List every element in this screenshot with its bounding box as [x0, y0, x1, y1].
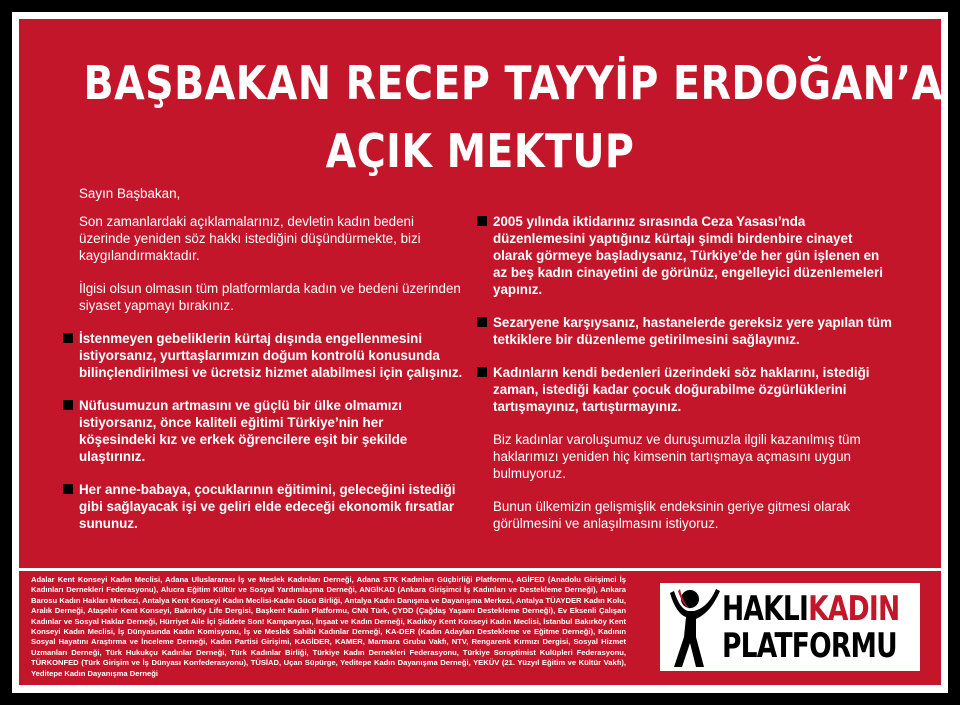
- bullet-text: İstenmeyen gebeliklerin kürtaj dışında engellenmesini istiyorsanız, yurttaşlarımızın doğum kontrolü konusunda bilinçlendirilmesi ve ücretsiz hizmet alabilmesi için çalışınız.: [79, 331, 463, 380]
- logo-word-platformu: PLATFORMU: [722, 626, 897, 666]
- left-column: [79, 185, 463, 548]
- bullet-square-icon: [477, 317, 487, 327]
- bullet-item-4: [493, 213, 893, 298]
- footer: [19, 571, 941, 685]
- woman-figure-icon: [664, 585, 726, 671]
- bullet-text: Kadınların kendi bedenleri üzerindeki söz haklarını, istediği zaman, istediği kadar çocuk doğurabilme özgürlüklerini tartışmayınız, tartıştırmayınız.: [493, 365, 870, 414]
- headline-line-2: AÇIK MEKTUP: [325, 124, 635, 178]
- bullet-square-icon: [477, 367, 487, 377]
- paragraph-3: Biz kadınlar varoluşumuz ve duruşumuzla ilgili kazanılmış tüm haklarımızı yeniden hiç kimsenin tartışmaya açmasını uygun bulmuyoruz.: [493, 432, 861, 481]
- bullet-text: Nüfusumuzun artmasını ve güçlü bir ülke olmamızı istiyorsanız, önce kaliteli eğitimi Türkiye’nin her köşesindeki kız ve erkek öğrencilere eşit bir şekilde ulaştırınız.: [79, 398, 408, 464]
- bullet-text: 2005 yılında iktidarınız sırasında Ceza Yasası’nda düzenlemesini yaptığınız kürtajı şimdi birdenbire cinayet olarak görmeye başladıysanız, Türkiye’de her gün işlenen en az beş kadın cinayetini de görünüz, engelleyici düzenlemeleri yapınız.: [493, 214, 883, 297]
- bullet-square-icon: [477, 216, 487, 226]
- bullet-square-icon: [63, 400, 73, 410]
- bullet-item-3: [79, 481, 463, 532]
- right-column: [493, 213, 893, 548]
- bullet-text: Sezaryene karşıysanız, hastanelerde gereksiz yere yapılan tüm tetkiklere bir düzenleme getirilmesini sağlayınız.: [493, 315, 892, 347]
- greeting: Sayın Başbakan,: [79, 186, 181, 201]
- bullet-item-5: [493, 314, 893, 348]
- headline-line-1: BAŞBAKAN RECEP TAYYİP ERDOĞAN’A: [83, 56, 943, 110]
- letter-panel: [19, 19, 941, 568]
- bullet-square-icon: [63, 484, 73, 494]
- headline: [83, 49, 943, 185]
- platform-logo: [660, 583, 920, 671]
- logo-word-hakli: HAKLI: [722, 589, 809, 629]
- bullet-text: Her anne-babaya, çocuklarının eğitimini, geleceğini istediği gibi sağlayacak işi ve geliri elde edeceği ekonomik fırsatlar sununuz.: [79, 482, 456, 531]
- bullet-square-icon: [63, 333, 73, 343]
- paragraph-1: Son zamanlardaki açıklamalarınız, devletin kadın bedeni üzerinde yeniden söz hakkı istediğini düşündürmekte, bizi kaygılandırmaktadır.: [79, 214, 421, 263]
- logo-word-kadin: KADIN: [808, 589, 900, 629]
- paragraph-4: Bunun ülkemizin gelişmişlik endeksinin geriye gitmesi olarak görülmesini ve anlaşılmasını istiyoruz.: [493, 499, 851, 531]
- logo-wordmark: [722, 591, 899, 665]
- bullet-item-6: [493, 364, 893, 415]
- bullet-item-1: [79, 330, 463, 381]
- signatories-list: Adalar Kent Konseyi Kadın Meclisi, Adana Uluslararası İş ve Meslek Kadınları Derneği, Adana STK Kadınları Güçbirliği Platformu, AGİFED (Anadolu Girişimci İş Kadınları Dernekleri Federasyonu), Alucra Eğitim Kültür ve Sosyal Yardımlaşma Derneği, ANGİKAD (Ankara Girişimci İş Kadınları ve Destekleme Derneği), Ankara Barosu Kadın Hakları Merkezi, Antalya Kent Konseyi Kadın Meclisi-Kadın Gücü Birliği, Antalya Kadın Danışma ve Dayanışma Merkezi, Antalya TÜAYDER Kadın Kolu, Aralık Derneği, Ataşehir Kent Konseyi, Bakırköy Life Dergisi, Başkent Kadın Platformu, CNN Türk, ÇYDD (Çağdaş Yaşamı Destekleme Derneği), Ev Eksenli Çalışan Kadınlar ve Sosyal Haklar Derneği, Hürriyet Aile İçi Şiddete Son! Kampanyası, İnşaat ve Kadın Derneği, Kadıköy Kent Konseyi Kadın Meclisi, İstanbul Bakırköy Kent Konseyi Kadın Meclisi, İş Dünyasında Kadın Komisyonu, İş ve Meslek Sahibi Kadınlar Derneği, KA-DER (Kadın Adayları Destekleme ve Eğitme Derneği), Kadının Sosyal Hayatını Araştırma ve İnceleme Derneği, Kadın Partisi Girişimi, KAGİDER, KAMER, Marmara Grubu Vakfı, NTV, Rengarenk Kırmızı Dergisi, Sosyal Hizmet Uzmanları Derneği, Türk Hukukçu Kadınlar Derneği, Türk Kadınlar Birliği, Türkiye Kadın Dernekleri Federasyonu, Türkiye Soroptimist Kulüpleri Federasyonu, TÜRKONFED (Türk Girişim ve İş Dünyası Konfederasyonu), TÜSİAD, Uçan Süpürge, Yeditepe Kadın Dayanışma Derneği, YEKÜV (21. Yüzyıl Eğitim ve Kültür Vakfı), Yeditepe Kadın Dayanışma Derneği: [31, 575, 626, 678]
- bullet-item-2: [79, 397, 463, 465]
- paragraph-2: İlgisi olsun olmasın tüm platformlarda kadın ve bedeni üzerinden siyaset yapmayı bırakınız.: [79, 281, 461, 313]
